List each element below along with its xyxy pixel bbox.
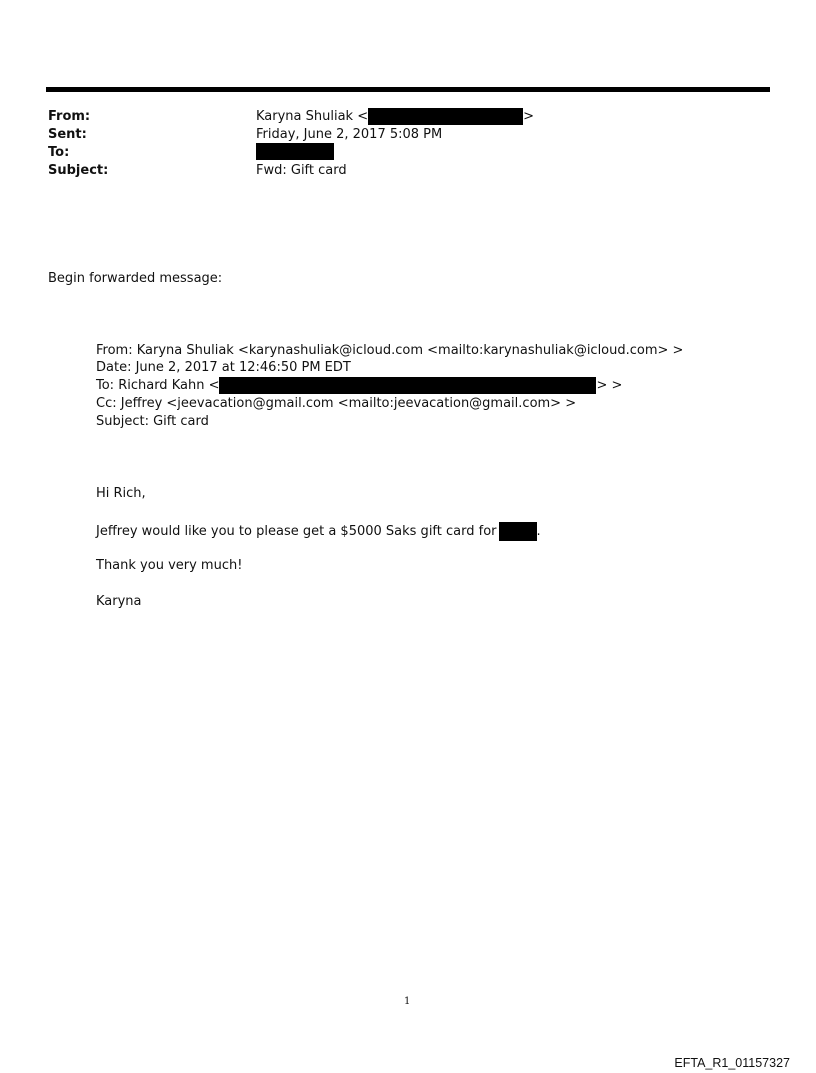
from-label: From: (48, 109, 91, 124)
to-value (256, 143, 334, 161)
to-label: To: (48, 145, 70, 160)
forwarded-cc: Cc: Jeffrey <jeevacation@gmail.com <mailto:jeevacation@gmail.com> > (96, 396, 577, 411)
from-close: > (523, 109, 535, 124)
redaction-block (219, 377, 596, 394)
forwarded-to (96, 377, 622, 395)
forwarded-to-prefix: To: Richard Kahn < (96, 378, 220, 393)
redaction-block (256, 143, 334, 160)
redaction-block (368, 108, 523, 125)
page-number: 1 (404, 996, 411, 1007)
forward-intro: Begin forwarded message: (48, 271, 223, 286)
subject-value: Fwd: Gift card (256, 163, 347, 178)
request-text: Jeffrey would like you to please get a $5000 Saks gift card for (96, 524, 497, 539)
redaction-block (499, 522, 537, 541)
signature: Karyna (96, 594, 142, 609)
thanks-line: Thank you very much! (96, 558, 243, 573)
greeting: Hi Rich, (96, 486, 146, 501)
request-end: . (536, 524, 541, 539)
forwarded-from: From: Karyna Shuliak <karynashuliak@icloud.com <mailto:karynashuliak@icloud.com> > (96, 343, 684, 358)
sent-value: Friday, June 2, 2017 5:08 PM (256, 127, 443, 142)
sent-label: Sent: (48, 127, 87, 142)
from-value (256, 108, 534, 126)
forwarded-subject: Subject: Gift card (96, 414, 209, 429)
bates-id: EFTA_R1_01157327 (674, 1056, 790, 1070)
header-rule (46, 87, 770, 92)
subject-label: Subject: (48, 163, 109, 178)
request-line (96, 522, 541, 541)
forwarded-date: Date: June 2, 2017 at 12:46:50 PM EDT (96, 360, 351, 375)
from-name: Karyna Shuliak < (256, 109, 369, 124)
forwarded-to-suffix: > > (596, 378, 623, 393)
